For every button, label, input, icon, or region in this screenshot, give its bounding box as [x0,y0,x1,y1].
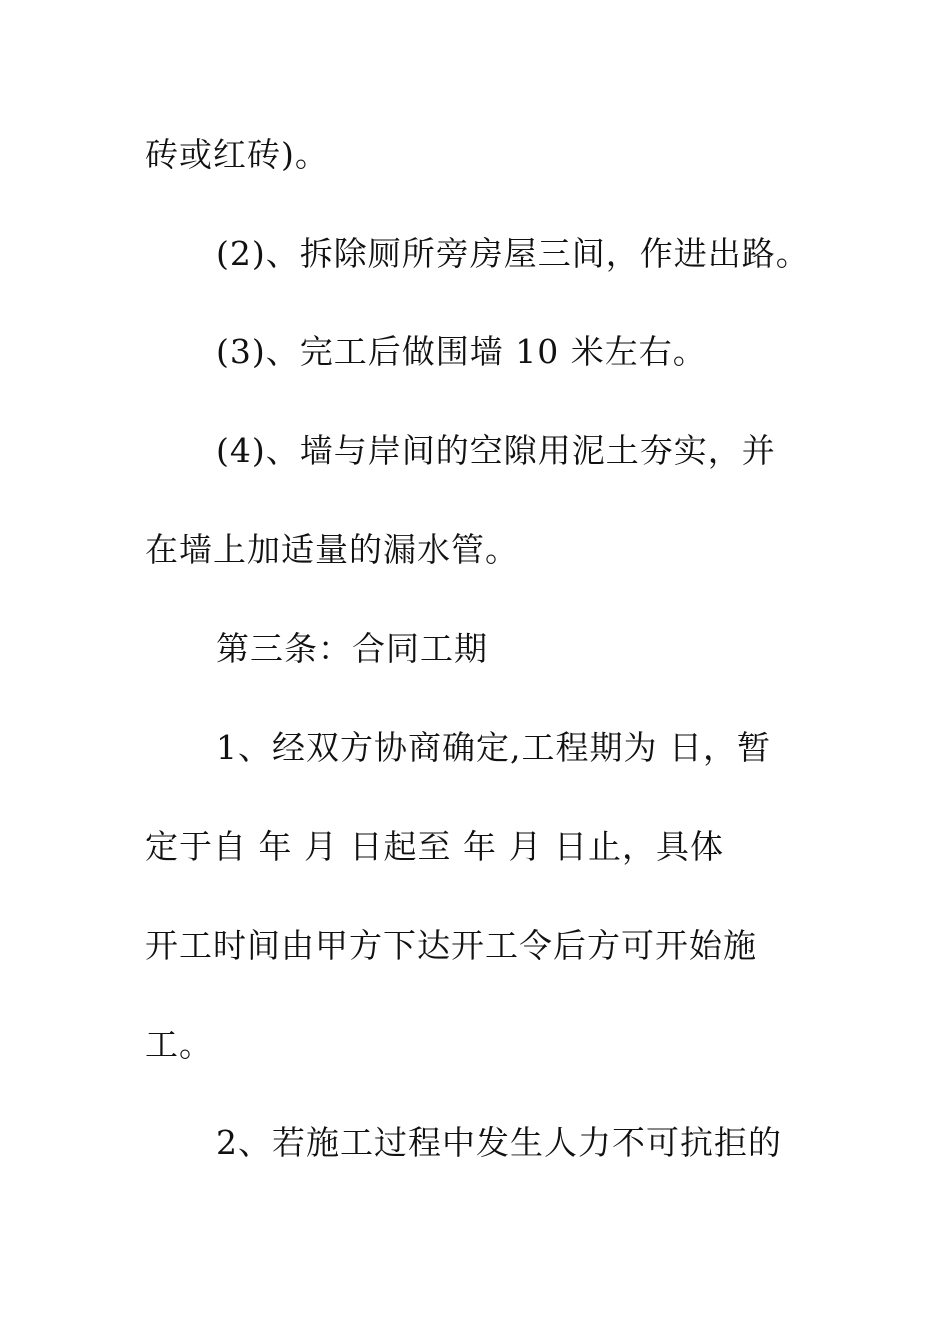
text-line-11: 2、若施工过程中发生人力不可抗拒的 [216,1123,782,1162]
text-line-3: (3)、完工后做围墙 10 米左右。 [216,332,707,371]
text-line-7: 1、经双方协商确定,工程期为 日，暂 [216,728,771,767]
text-line-4: (4)、墙与岸间的空隙用泥土夯实，并 [216,431,776,470]
text-line-2: (2)、拆除厕所旁房屋三间，作进出路。 [216,234,810,273]
section-heading: 第三条：合同工期 [216,629,488,668]
text-line-1: 砖或红砖)。 [145,135,329,174]
text-line-8: 定于自 年 月 日起至 年 月 日止，具体 [145,827,724,866]
text-line-5: 在墙上加适量的漏水管。 [145,530,519,569]
text-line-9: 开工时间由甲方下达开工令后方可开始施 [145,926,757,965]
text-line-10: 工。 [145,1025,213,1064]
